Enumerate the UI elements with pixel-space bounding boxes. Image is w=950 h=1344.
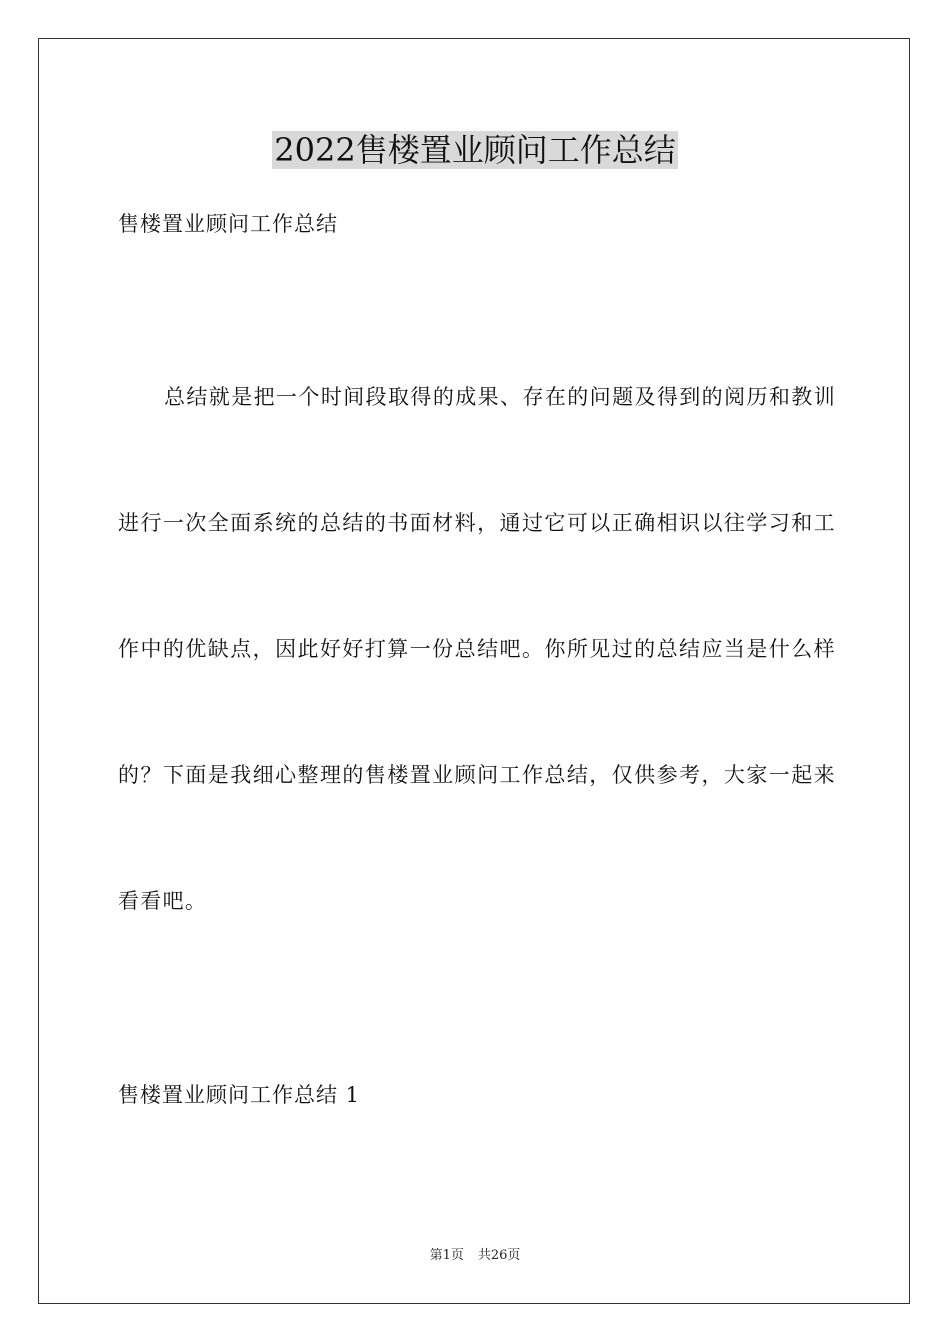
document-subtitle: 售楼置业顾问工作总结 — [118, 212, 338, 236]
document-title-text: 2022售楼置业顾问工作总结 — [274, 131, 676, 169]
page-number: 第1页 — [429, 1248, 464, 1263]
page-footer — [0, 1247, 950, 1265]
section-heading: 售楼置业顾问工作总结 1 — [118, 1083, 361, 1107]
intro-paragraph: 总结就是把一个时间段取得的成果、存在的问题及得到的阅历和教训进行一次全面系统的总结的书面材料，通过它可以正确相识以往学习和工作中的优缺点，因此好好打算一份总结吧。你所见过的总结应当是什么样的？下面是我细心整理的售楼置业顾问工作总结，仅供参考，大家一起来看看吧。 — [118, 385, 836, 913]
page-total: 共26页 — [477, 1248, 521, 1263]
document-title — [0, 124, 950, 176]
